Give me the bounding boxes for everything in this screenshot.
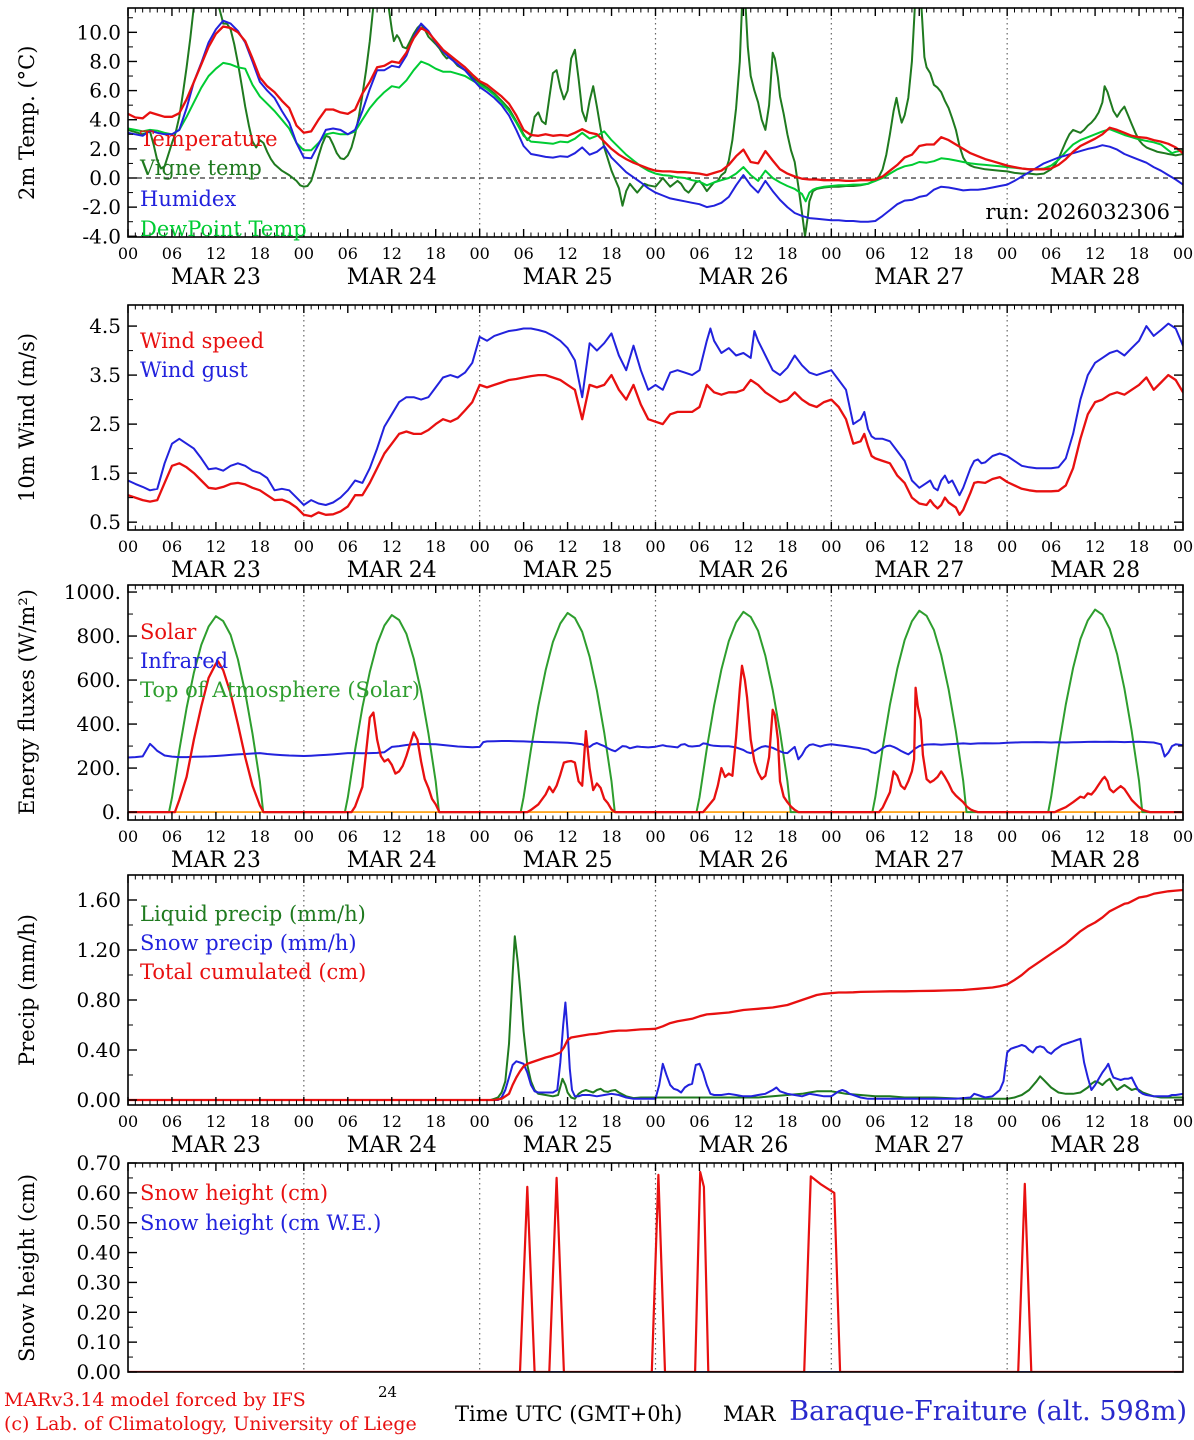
svg-text:MAR 27: MAR 27 bbox=[874, 265, 965, 290]
svg-text:MAR 24: MAR 24 bbox=[346, 1133, 437, 1158]
run-label: run: 2026032306 bbox=[985, 200, 1170, 224]
svg-text:12: 12 bbox=[381, 827, 402, 846]
svg-text:00: 00 bbox=[117, 244, 139, 263]
svg-text:MAR 26: MAR 26 bbox=[698, 848, 789, 873]
svg-text:00: 00 bbox=[1172, 827, 1194, 846]
svg-text:MAR 27: MAR 27 bbox=[874, 1133, 965, 1158]
mar-label: MAR bbox=[723, 1402, 776, 1426]
svg-text:06: 06 bbox=[513, 537, 534, 556]
svg-text:10.0: 10.0 bbox=[76, 20, 121, 45]
svg-text:18: 18 bbox=[425, 537, 446, 556]
legend-top-of-atmosphere: Top of Atmosphere (Solar) bbox=[140, 678, 421, 702]
svg-text:00: 00 bbox=[996, 537, 1018, 556]
svg-text:00: 00 bbox=[117, 1112, 139, 1131]
legend-snow-precip: Snow precip (mm/h) bbox=[140, 931, 357, 955]
svg-text:00: 00 bbox=[293, 537, 315, 556]
legend-total-cumulated: Total cumulated (cm) bbox=[140, 960, 367, 984]
svg-text:200.: 200. bbox=[76, 756, 121, 781]
svg-text:18: 18 bbox=[249, 1112, 271, 1131]
svg-text:MAR 24: MAR 24 bbox=[346, 558, 437, 583]
svg-text:12: 12 bbox=[557, 244, 578, 263]
svg-text:00: 00 bbox=[469, 537, 490, 556]
svg-text:0.40: 0.40 bbox=[76, 1038, 121, 1062]
svg-text:18: 18 bbox=[953, 1112, 974, 1131]
svg-text:00: 00 bbox=[996, 827, 1018, 846]
svg-text:18: 18 bbox=[249, 244, 271, 263]
svg-text:-2.0: -2.0 bbox=[82, 195, 121, 220]
svg-text:0.20: 0.20 bbox=[76, 1300, 121, 1325]
svg-text:06: 06 bbox=[337, 244, 358, 263]
svg-text:0.60: 0.60 bbox=[76, 1180, 121, 1205]
svg-text:12: 12 bbox=[733, 537, 754, 556]
legend-snow-height-we: Snow height (cm W.E.) bbox=[140, 1211, 382, 1235]
svg-text:12: 12 bbox=[381, 1112, 402, 1131]
svg-text:MAR 23: MAR 23 bbox=[170, 558, 261, 583]
svg-text:06: 06 bbox=[689, 1112, 710, 1131]
svg-text:12: 12 bbox=[909, 537, 930, 556]
legend-infrared: Infrared bbox=[140, 649, 229, 673]
svg-text:06: 06 bbox=[1040, 1112, 1062, 1131]
svg-text:00: 00 bbox=[293, 1112, 315, 1131]
svg-text:18: 18 bbox=[777, 827, 798, 846]
svg-text:MAR 25: MAR 25 bbox=[522, 265, 613, 290]
svg-text:12: 12 bbox=[733, 827, 754, 846]
svg-text:18: 18 bbox=[1128, 537, 1150, 556]
legend-humidex: Humidex bbox=[140, 187, 237, 211]
svg-text:2.0: 2.0 bbox=[89, 136, 121, 161]
svg-text:8.0: 8.0 bbox=[89, 49, 121, 74]
svg-text:06: 06 bbox=[689, 537, 710, 556]
svg-text:18: 18 bbox=[425, 827, 446, 846]
stray-tick-label: 24 bbox=[378, 1383, 398, 1401]
series-humidex bbox=[128, 21, 1183, 222]
y-axis-title-snow: Snow height (cm) bbox=[15, 1173, 39, 1362]
svg-text:18: 18 bbox=[1128, 827, 1150, 846]
station-title: Baraque-Fraiture (alt. 598m) bbox=[789, 1396, 1187, 1427]
svg-text:06: 06 bbox=[337, 537, 358, 556]
svg-text:18: 18 bbox=[249, 537, 271, 556]
svg-text:00: 00 bbox=[645, 244, 666, 263]
svg-text:1000.: 1000. bbox=[63, 580, 121, 605]
svg-text:00: 00 bbox=[293, 827, 315, 846]
svg-text:MAR 28: MAR 28 bbox=[1050, 848, 1141, 873]
svg-text:06: 06 bbox=[1040, 244, 1062, 263]
svg-text:18: 18 bbox=[425, 244, 446, 263]
svg-text:600.: 600. bbox=[76, 668, 121, 693]
svg-text:00: 00 bbox=[996, 244, 1018, 263]
time-axis-label: Time UTC (GMT+0h) bbox=[455, 1402, 683, 1426]
y-axis-title-wind: 10m Wind (m/s) bbox=[15, 332, 39, 503]
svg-text:MAR 27: MAR 27 bbox=[874, 558, 965, 583]
svg-text:00: 00 bbox=[645, 827, 666, 846]
svg-text:1.20: 1.20 bbox=[76, 938, 121, 962]
svg-text:0.70: 0.70 bbox=[76, 1151, 121, 1175]
svg-text:4.5: 4.5 bbox=[89, 314, 121, 339]
svg-text:MAR 25: MAR 25 bbox=[522, 558, 613, 583]
svg-text:MAR 28: MAR 28 bbox=[1050, 558, 1141, 583]
y-axis-title-precip: Precip (mm/h) bbox=[15, 914, 39, 1067]
svg-text:00: 00 bbox=[821, 1112, 842, 1131]
series-dewpoint-temp bbox=[128, 62, 1183, 202]
svg-text:MAR 26: MAR 26 bbox=[698, 265, 789, 290]
svg-text:12: 12 bbox=[205, 1112, 227, 1131]
svg-text:00: 00 bbox=[117, 827, 139, 846]
svg-text:06: 06 bbox=[513, 244, 534, 263]
svg-text:00: 00 bbox=[1172, 244, 1194, 263]
svg-text:12: 12 bbox=[205, 244, 227, 263]
svg-text:800.: 800. bbox=[76, 624, 121, 649]
svg-text:12: 12 bbox=[1084, 827, 1106, 846]
svg-text:MAR 23: MAR 23 bbox=[170, 1133, 261, 1158]
svg-text:MAR 28: MAR 28 bbox=[1050, 1133, 1141, 1158]
svg-text:MAR 25: MAR 25 bbox=[522, 1133, 613, 1158]
svg-text:06: 06 bbox=[689, 827, 710, 846]
svg-text:1.5: 1.5 bbox=[89, 461, 121, 486]
svg-text:18: 18 bbox=[953, 244, 974, 263]
svg-text:06: 06 bbox=[161, 244, 183, 263]
svg-text:00: 00 bbox=[821, 537, 842, 556]
svg-text:06: 06 bbox=[161, 827, 183, 846]
svg-text:12: 12 bbox=[733, 1112, 754, 1131]
svg-text:06: 06 bbox=[337, 827, 358, 846]
svg-text:2.5: 2.5 bbox=[89, 412, 121, 437]
svg-text:00: 00 bbox=[645, 537, 666, 556]
svg-text:18: 18 bbox=[249, 827, 271, 846]
svg-text:MAR 23: MAR 23 bbox=[170, 848, 261, 873]
svg-text:06: 06 bbox=[865, 244, 886, 263]
svg-text:12: 12 bbox=[733, 244, 754, 263]
svg-text:MAR 24: MAR 24 bbox=[346, 848, 437, 873]
svg-text:MAR 25: MAR 25 bbox=[522, 848, 613, 873]
svg-text:00: 00 bbox=[293, 244, 315, 263]
svg-text:0.5: 0.5 bbox=[89, 510, 121, 535]
panel-2 bbox=[64, 580, 1193, 873]
svg-text:18: 18 bbox=[601, 1112, 622, 1131]
svg-text:06: 06 bbox=[513, 1112, 534, 1131]
svg-text:00: 00 bbox=[469, 827, 490, 846]
legend-wind-speed: Wind speed bbox=[140, 329, 265, 353]
svg-text:00: 00 bbox=[1172, 537, 1194, 556]
svg-text:00: 00 bbox=[469, 244, 490, 263]
svg-text:12: 12 bbox=[1084, 537, 1106, 556]
svg-text:18: 18 bbox=[953, 537, 974, 556]
svg-text:0.: 0. bbox=[101, 800, 121, 825]
svg-text:06: 06 bbox=[161, 1112, 183, 1131]
svg-text:12: 12 bbox=[1084, 244, 1106, 263]
svg-text:00: 00 bbox=[1172, 1112, 1194, 1131]
svg-text:MAR 28: MAR 28 bbox=[1050, 265, 1141, 290]
svg-text:MAR 26: MAR 26 bbox=[698, 1133, 789, 1158]
svg-text:06: 06 bbox=[513, 827, 534, 846]
svg-text:0.10: 0.10 bbox=[76, 1330, 121, 1355]
svg-text:3.5: 3.5 bbox=[89, 363, 121, 388]
svg-text:18: 18 bbox=[425, 1112, 446, 1131]
svg-text:12: 12 bbox=[557, 827, 578, 846]
svg-text:0.50: 0.50 bbox=[76, 1210, 121, 1235]
svg-text:00: 00 bbox=[117, 537, 139, 556]
y-axis-title-temp: 2m Temp. (°C) bbox=[15, 45, 39, 200]
svg-text:MAR 27: MAR 27 bbox=[874, 848, 965, 873]
svg-text:1.60: 1.60 bbox=[76, 888, 121, 912]
model-credit: MARv3.14 model forced by IFS bbox=[4, 1389, 306, 1411]
svg-text:12: 12 bbox=[205, 827, 227, 846]
svg-text:12: 12 bbox=[909, 244, 930, 263]
svg-text:00: 00 bbox=[645, 1112, 666, 1131]
svg-text:18: 18 bbox=[1128, 244, 1150, 263]
legend-snow-height: Snow height (cm) bbox=[140, 1181, 329, 1205]
svg-text:18: 18 bbox=[601, 827, 622, 846]
svg-text:4.0: 4.0 bbox=[89, 107, 121, 132]
y-axis-title-energy: Energy fluxes (W/m²) bbox=[15, 589, 39, 816]
svg-text:06: 06 bbox=[161, 537, 183, 556]
svg-text:-4.0: -4.0 bbox=[82, 224, 121, 249]
svg-text:18: 18 bbox=[1128, 1112, 1150, 1131]
svg-text:12: 12 bbox=[381, 244, 402, 263]
legend-vigne-temp: Vigne temp bbox=[140, 156, 262, 180]
svg-text:MAR 26: MAR 26 bbox=[698, 558, 789, 583]
svg-text:12: 12 bbox=[557, 537, 578, 556]
svg-text:18: 18 bbox=[777, 537, 798, 556]
lab-credit: (c) Lab. of Climatology, University of Liege bbox=[4, 1413, 417, 1435]
svg-text:0.40: 0.40 bbox=[76, 1240, 121, 1265]
svg-text:12: 12 bbox=[205, 537, 227, 556]
svg-text:MAR 23: MAR 23 bbox=[170, 265, 261, 290]
svg-text:06: 06 bbox=[689, 244, 710, 263]
svg-text:06: 06 bbox=[1040, 827, 1062, 846]
legend-wind-gust: Wind gust bbox=[140, 358, 248, 382]
svg-text:00: 00 bbox=[821, 827, 842, 846]
svg-text:12: 12 bbox=[909, 1112, 930, 1131]
svg-text:06: 06 bbox=[865, 827, 886, 846]
svg-text:12: 12 bbox=[1084, 1112, 1106, 1131]
svg-text:06: 06 bbox=[865, 537, 886, 556]
svg-text:18: 18 bbox=[601, 244, 622, 263]
svg-text:06: 06 bbox=[865, 1112, 886, 1131]
svg-text:0.30: 0.30 bbox=[76, 1270, 121, 1295]
svg-text:12: 12 bbox=[557, 1112, 578, 1131]
svg-text:6.0: 6.0 bbox=[89, 78, 121, 103]
svg-text:00: 00 bbox=[821, 244, 842, 263]
svg-text:06: 06 bbox=[1040, 537, 1062, 556]
svg-text:0.00: 0.00 bbox=[76, 1360, 121, 1384]
svg-text:18: 18 bbox=[601, 537, 622, 556]
svg-text:0.00: 0.00 bbox=[76, 1088, 121, 1112]
legend-temperature: Temperature bbox=[140, 127, 278, 151]
legend-liquid-precip: Liquid precip (mm/h) bbox=[140, 902, 366, 926]
legend-dewpoint-temp: DewPoint Temp bbox=[140, 217, 307, 241]
svg-text:0.80: 0.80 bbox=[76, 988, 121, 1012]
legend-solar: Solar bbox=[140, 620, 197, 644]
svg-text:00: 00 bbox=[996, 1112, 1018, 1131]
svg-text:18: 18 bbox=[777, 244, 798, 263]
svg-text:06: 06 bbox=[337, 1112, 358, 1131]
svg-text:00: 00 bbox=[469, 1112, 490, 1131]
svg-text:0.0: 0.0 bbox=[89, 166, 121, 191]
svg-text:MAR 24: MAR 24 bbox=[346, 265, 437, 290]
svg-text:400.: 400. bbox=[76, 712, 121, 737]
svg-text:12: 12 bbox=[909, 827, 930, 846]
svg-text:18: 18 bbox=[953, 827, 974, 846]
svg-text:12: 12 bbox=[381, 537, 402, 556]
svg-text:18: 18 bbox=[777, 1112, 798, 1131]
